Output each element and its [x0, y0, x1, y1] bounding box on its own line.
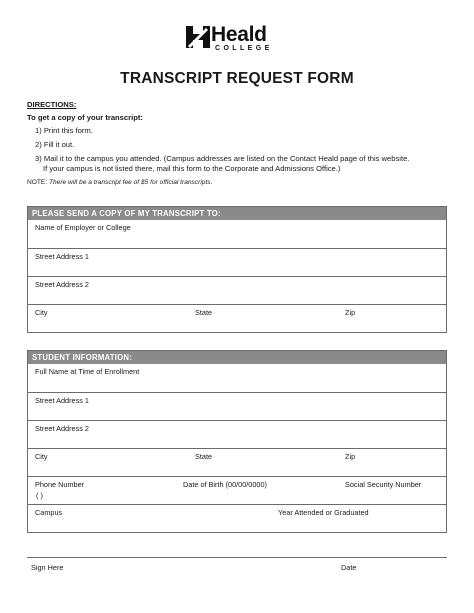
logo-wordmark: Heald [211, 23, 267, 46]
zip-label: Zip [345, 308, 356, 317]
directions-block [27, 100, 457, 188]
page-title: TRANSCRIPT REQUEST FORM [120, 70, 354, 87]
heald-college-logo [186, 24, 296, 54]
note-text: There will be a transcript fee of $5 for official transcripts. [48, 179, 213, 186]
campus-label: Campus [35, 508, 63, 517]
ssn-label: Social Security Number [345, 480, 422, 489]
phone-area-code-paren: ( ) [36, 491, 43, 500]
step-item: 3) Mail it to the campus you attended. (Campus addresses are listed on the Contact Heald page of this website. [35, 154, 410, 163]
full-name-field[interactable] [28, 364, 446, 392]
fee-note [27, 178, 457, 188]
step-item: 2) Fill it out. [35, 140, 75, 149]
zip-label: Zip [345, 452, 356, 461]
logo-subtitle: COLLEGE [215, 45, 273, 52]
student-city-state-zip-row[interactable] [28, 448, 446, 476]
student-information-section [27, 350, 447, 533]
directions-subheading: To get a copy of your transcript: [27, 113, 143, 122]
phone-dob-ssn-row[interactable] [28, 476, 446, 504]
send-section-header: PLEASE SEND A COPY OF MY TRANSCRIPT TO: [28, 207, 446, 220]
student-street1-field[interactable] [28, 392, 446, 420]
year-attended-label: Year Attended or Graduated [278, 508, 369, 517]
step-item-continued: If your campus is not listed there, mail this form to the Corporate and Admissions Office.) [43, 164, 341, 173]
campus-year-row[interactable] [28, 504, 446, 532]
directions-steps [27, 126, 457, 174]
step-item: 1) Print this form. [35, 126, 93, 135]
send-city-state-zip-row[interactable] [28, 304, 446, 332]
sign-here-label: Sign Here [31, 563, 64, 572]
note-label: NOTE: [27, 179, 49, 186]
send-transcript-section [27, 206, 447, 333]
street1-label: Street Address 1 [35, 396, 89, 405]
state-label: State [195, 452, 213, 461]
signature-line[interactable] [27, 557, 447, 558]
state-label: State [195, 308, 213, 317]
send-street2-field[interactable] [28, 276, 446, 304]
student-section-header: STUDENT INFORMATION: [28, 351, 446, 364]
send-street1-field[interactable] [28, 248, 446, 276]
directions-heading: DIRECTIONS: [27, 100, 77, 109]
dob-label: Date of Birth (00/00/0000) [183, 480, 267, 489]
employer-label: Name of Employer or College [35, 223, 131, 232]
street1-label: Street Address 1 [35, 252, 89, 261]
phone-label: Phone Number [35, 480, 85, 489]
heald-logo-mark-icon [186, 26, 210, 48]
city-label: City [35, 452, 48, 461]
full-name-label: Full Name at Time of Enrollment [35, 367, 140, 376]
employer-field[interactable] [28, 220, 446, 248]
city-label: City [35, 308, 48, 317]
student-street2-field[interactable] [28, 420, 446, 448]
street2-label: Street Address 2 [35, 424, 89, 433]
street2-label: Street Address 2 [35, 280, 89, 289]
date-label: Date [341, 563, 357, 572]
